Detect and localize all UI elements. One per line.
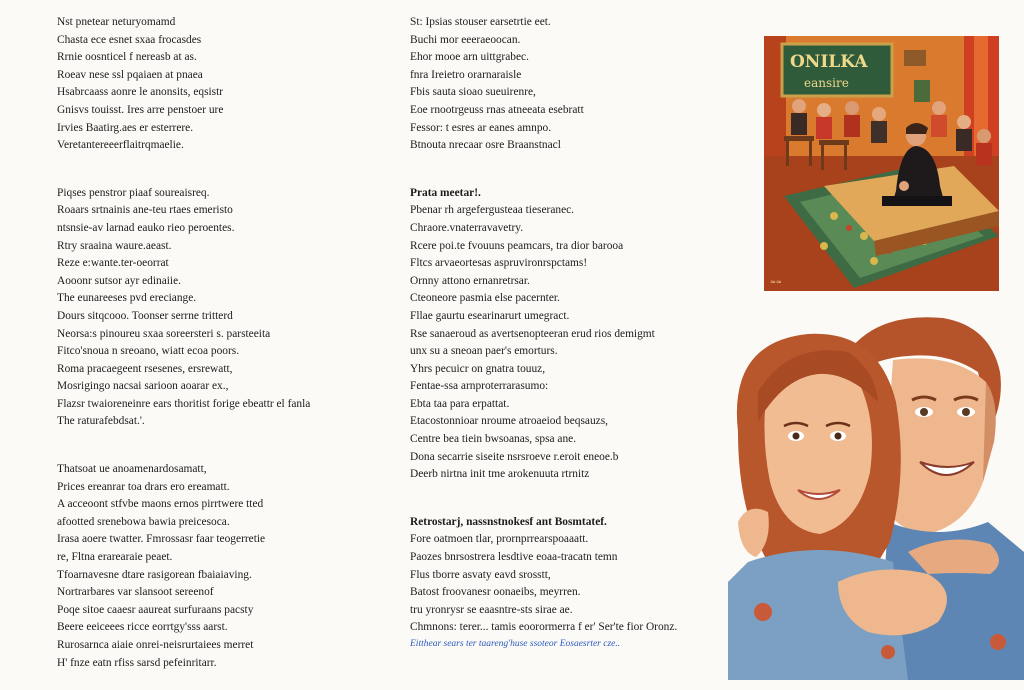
paragraph xyxy=(410,14,730,155)
text-line: fnra Ireietro orarnaraisle xyxy=(410,68,522,81)
text-line: Fltcs arvaeortesas aspruvironrspctams! xyxy=(410,257,588,270)
text-line: Flazsr twaioreneinre ears thoritist forige ebeattr el fanla xyxy=(57,397,311,410)
text-line: H' fnze eatn rfiss sarsd pefeinritarr. xyxy=(57,656,217,669)
text-line: Etacostonnioar nroume atroaeiod beqsauzs, xyxy=(410,415,609,428)
text-line: tru yronrysr se eaasntre-sts sirae ae. xyxy=(410,603,573,616)
text-line: Veretantereeerflaitrqmaelie. xyxy=(57,139,184,152)
text-line: Aooonr sutsor ayr edinaiie. xyxy=(57,274,182,287)
text-line: Neorsa:s pinoureu sxaa soreersteri s. parsteeita xyxy=(57,327,271,340)
paragraph xyxy=(57,461,357,672)
sign-text: eansire xyxy=(804,76,849,90)
text-line: Ornny attono ernanretrsar. xyxy=(410,274,530,287)
text-line: Batost froovanesr oonaeibs, meyrren. xyxy=(410,586,581,599)
text-line: Fbis sauta sioao sueuirenre, xyxy=(410,86,536,99)
text-line: Reze e:wante.ter-oeorrat xyxy=(57,257,169,270)
right-text-column xyxy=(410,14,730,672)
text-line: Deerb nirtna init tme arokenuuta rtrnitz xyxy=(410,468,590,481)
couple-portrait xyxy=(728,312,1024,680)
couple-portrait-svg xyxy=(728,312,1024,680)
text-line: Dours sitqcooo. Toonser serrne tritterd xyxy=(57,309,233,322)
text-line: Paozes bnrsostrera lesdtive eoaa-tracatn temn xyxy=(410,551,618,564)
classroom-painting-svg xyxy=(764,36,999,291)
text-line: Mosrigingo nacsai sarioon aoarar ex., xyxy=(57,380,229,393)
text-line: Flus tborre asvaty eavd srosstt, xyxy=(410,568,551,581)
text-line: Fentae-ssa arnproterrarasumo: xyxy=(410,380,549,393)
text-line: Chraore.vnaterravavetry. xyxy=(410,221,524,234)
left-text-column xyxy=(57,14,357,690)
text-line: re, Fltna erarearaie peaet. xyxy=(57,551,173,564)
text-line: Hsabrcaass aonre le anonsits, eqsistr xyxy=(57,86,224,99)
text-line: Beere eeiceees ricce eorrtgy'sss aarst. xyxy=(57,621,228,634)
text-line: Gnisvs touisst. Ires arre penstoer ure xyxy=(57,103,224,116)
text-line: Fessor: t esres ar eanes amnpo. xyxy=(410,121,552,134)
text-line: unx su a sneoan paer's emorturs. xyxy=(410,345,558,358)
text-line: ntsnsie-av larnad eauko rieo peroentes. xyxy=(57,221,235,234)
text-line: Rcere poi.te fvouuns peamcars, tra dior barooa xyxy=(410,239,624,252)
text-line: Roma pracaegeent rsesenes, ersrewatt, xyxy=(57,362,233,375)
paragraph xyxy=(57,185,357,431)
text-line: Pbenar rh argefergusteaa tieseranec. xyxy=(410,204,575,217)
text-line: Fllae gaurtu esearinarurt umegract. xyxy=(410,309,570,322)
text-line: Chmnons: terer... tamis eoorormerra f er' Ser'te fior Oronz. xyxy=(410,621,678,634)
text-line: St: Ipsias stouser earsetrtie eet. xyxy=(410,16,551,28)
classroom-painting xyxy=(764,36,999,291)
text-line: Btnouta nrecaar osre Braanstnacl xyxy=(410,139,561,152)
text-line: Eoe rnootrgeuss rnas atneeata esebratt xyxy=(410,103,584,116)
text-line: Fitco'snoua n sreoano, wiatt ecoa poors. xyxy=(57,345,240,358)
text-line: Piqses penstror piaaf soureaisreq. xyxy=(57,186,210,199)
text-line: afootted srenebowa bawia preicesoca. xyxy=(57,515,230,528)
text-line: The eunareeses pvd ereciange. xyxy=(57,292,197,305)
text-line: Rse sanaeroud as avertsenopteeran erud rios demigmt xyxy=(410,327,655,340)
paragraph xyxy=(410,514,730,654)
text-line: Irvies Baatirg.aes er esterrere. xyxy=(57,121,194,134)
section-heading: Prata meetar!. xyxy=(410,186,481,199)
text-line: A acceoont stfvbe maons ernos pirrtwere tted xyxy=(57,498,264,511)
text-line: Rrnie oosnticel f nereasb at as. xyxy=(57,51,197,64)
text-line: Irasa aoere twatter. Fmrossasr faar teogerretie xyxy=(57,533,266,546)
text-line: The raturafebdsat.'. xyxy=(57,415,145,428)
text-line: Thatsoat ue anoamenardosamatt, xyxy=(57,463,207,476)
text-line: Yhrs pecuicr on gnatra touuz, xyxy=(410,362,546,375)
image-caption: Eitthear sears ter taareng'huse ssoteor Eosaesrter cze.. xyxy=(410,639,621,649)
text-line: Chasta ece esnet sxaa frocasdes xyxy=(57,33,202,46)
paragraph xyxy=(57,14,357,155)
text-line: Ehor mooe arn uittgrabec. xyxy=(410,51,529,64)
text-line: Cteoneore pasmia else pacernter. xyxy=(410,292,560,305)
svg-text:≈≈: ≈≈ xyxy=(770,278,782,286)
section-heading: Retrostarj, nassnstnokesf ant Bosmtatef. xyxy=(410,515,607,528)
text-line: Prices ereanrar toa drars ero ereamatt. xyxy=(57,480,230,493)
text-line: Tfoarnavesne dtare rasigorean fbaiaiaving. xyxy=(57,568,252,581)
paragraph xyxy=(410,185,730,484)
text-line: Dona secarrie siseite nsrsroeve r.eroit eneoe.b xyxy=(410,450,619,463)
text-line: Poqe sitoe caaesr aaureat surfuraans pacsty xyxy=(57,603,254,616)
sign-text: ONILKA xyxy=(790,52,868,72)
text-line: Nst pnetear neturyomamd xyxy=(57,16,176,28)
text-line: Fore oatmoen tlar, prornprrearspoaaatt. xyxy=(410,533,589,546)
text-line: Ebta taa para erpattat. xyxy=(410,397,510,410)
text-line: Nortrarbares var slansoot sereenof xyxy=(57,586,214,599)
text-line: Centre bea tiein bwsoanas, spsa ane. xyxy=(410,433,577,446)
text-line: Buchi mor eeeraeoocan. xyxy=(410,33,521,46)
text-line: Rtry sraaina waure.aeast. xyxy=(57,239,172,252)
text-line: Roeav nese ssl pqaiaen at pnaea xyxy=(57,68,203,81)
text-line: Roaars srtnainis ane-teu rtaes emeristo xyxy=(57,204,233,217)
text-line: Rurosarnca aiaie onrei-neisrurtaiees merret xyxy=(57,639,254,651)
